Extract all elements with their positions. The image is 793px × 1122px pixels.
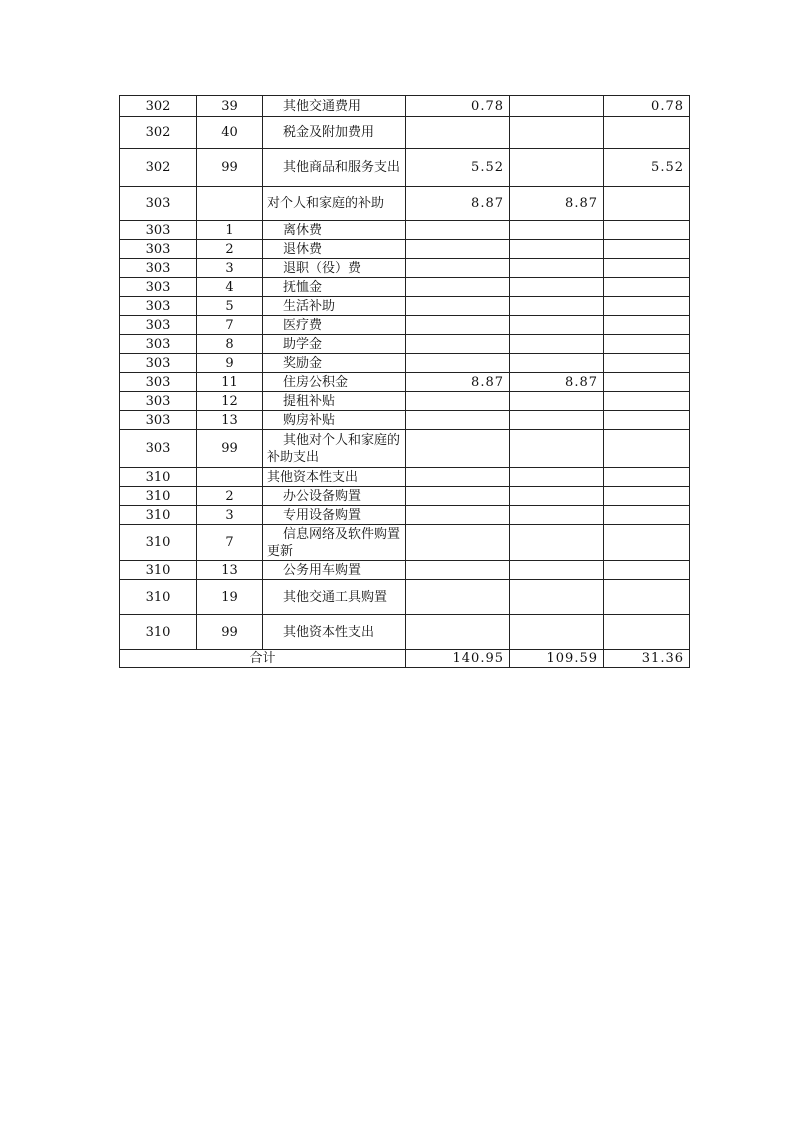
table-row: [120, 259, 690, 278]
basic-amount-cell: [510, 487, 604, 506]
total-amount-cell: [406, 316, 510, 335]
total-amount-cell: [406, 297, 510, 316]
class-code-cell: 303: [120, 335, 197, 354]
item-code-cell: 7: [197, 525, 263, 561]
table-row: [120, 411, 690, 430]
grand-project-cell: 31.36: [604, 650, 690, 668]
total-amount-cell: 0.78: [406, 96, 510, 117]
project-amount-cell: [604, 525, 690, 561]
class-code-cell: 303: [120, 373, 197, 392]
expense-name-cell: 奖励金: [263, 354, 406, 373]
table-row: [120, 96, 690, 117]
item-code-cell: 19: [197, 580, 263, 615]
expense-name-cell: 公务用车购置: [263, 561, 406, 580]
class-code-cell: 310: [120, 525, 197, 561]
project-amount-cell: [604, 392, 690, 411]
item-code-cell: 13: [197, 561, 263, 580]
class-code-cell: 303: [120, 187, 197, 221]
expense-name-cell: 专用设备购置: [263, 506, 406, 525]
basic-amount-cell: [510, 117, 604, 149]
expense-name-cell: 办公设备购置: [263, 487, 406, 506]
basic-amount-cell: [510, 525, 604, 561]
basic-amount-cell: [510, 335, 604, 354]
project-amount-cell: [604, 316, 690, 335]
class-code-cell: 310: [120, 506, 197, 525]
expense-name-cell: 其他交通费用: [263, 96, 406, 117]
table-row: [120, 187, 690, 221]
budget-expenditure-table: [119, 95, 690, 668]
project-amount-cell: [604, 297, 690, 316]
project-amount-cell: [604, 373, 690, 392]
total-amount-cell: [406, 430, 510, 468]
table-row: [120, 240, 690, 259]
class-code-cell: 303: [120, 411, 197, 430]
total-amount-cell: [406, 335, 510, 354]
basic-amount-cell: [510, 354, 604, 373]
table-row: [120, 117, 690, 149]
project-amount-cell: [604, 411, 690, 430]
class-code-cell: 303: [120, 430, 197, 468]
table-row: [120, 392, 690, 411]
project-amount-cell: 0.78: [604, 96, 690, 117]
basic-amount-cell: [510, 259, 604, 278]
table-row: [120, 468, 690, 487]
project-amount-cell: [604, 580, 690, 615]
total-amount-cell: [406, 392, 510, 411]
item-code-cell: 7: [197, 316, 263, 335]
expense-name-cell: 税金及附加费用: [263, 117, 406, 149]
basic-amount-cell: [510, 149, 604, 187]
expense-name-cell: 其他商品和服务支出: [263, 149, 406, 187]
class-code-cell: 303: [120, 278, 197, 297]
expense-name-cell: 购房补贴: [263, 411, 406, 430]
total-amount-cell: [406, 354, 510, 373]
class-code-cell: 302: [120, 96, 197, 117]
table-row: [120, 373, 690, 392]
item-code-cell: [197, 187, 263, 221]
item-code-cell: 4: [197, 278, 263, 297]
item-code-cell: 11: [197, 373, 263, 392]
table-row: [120, 316, 690, 335]
basic-amount-cell: [510, 278, 604, 297]
expense-name-cell: 其他资本性支出: [263, 468, 406, 487]
table-row: [120, 149, 690, 187]
total-row: [120, 650, 690, 668]
class-code-cell: 302: [120, 117, 197, 149]
total-amount-cell: [406, 561, 510, 580]
item-code-cell: 3: [197, 259, 263, 278]
basic-amount-cell: [510, 580, 604, 615]
class-code-cell: 310: [120, 580, 197, 615]
total-amount-cell: [406, 580, 510, 615]
item-code-cell: 99: [197, 149, 263, 187]
table-row: [120, 506, 690, 525]
total-amount-cell: [406, 221, 510, 240]
basic-amount-cell: [510, 411, 604, 430]
basic-amount-cell: [510, 297, 604, 316]
total-label-cell: 合计: [120, 650, 406, 668]
expense-name-cell: 抚恤金: [263, 278, 406, 297]
expense-name-cell: 离休费: [263, 221, 406, 240]
basic-amount-cell: [510, 561, 604, 580]
table-row: [120, 297, 690, 316]
total-amount-cell: [406, 117, 510, 149]
class-code-cell: 310: [120, 561, 197, 580]
table-row: [120, 221, 690, 240]
table-row: [120, 615, 690, 650]
item-code-cell: 99: [197, 430, 263, 468]
total-amount-cell: 8.87: [406, 373, 510, 392]
project-amount-cell: [604, 561, 690, 580]
total-amount-cell: [406, 506, 510, 525]
expense-name-cell: 对个人和家庭的补助: [263, 187, 406, 221]
basic-amount-cell: [510, 221, 604, 240]
item-code-cell: 13: [197, 411, 263, 430]
basic-amount-cell: [510, 316, 604, 335]
project-amount-cell: [604, 221, 690, 240]
basic-amount-cell: [510, 240, 604, 259]
class-code-cell: 303: [120, 221, 197, 240]
item-code-cell: 2: [197, 487, 263, 506]
project-amount-cell: [604, 278, 690, 297]
total-amount-cell: 8.87: [406, 187, 510, 221]
class-code-cell: 302: [120, 149, 197, 187]
basic-amount-cell: [510, 430, 604, 468]
project-amount-cell: [604, 187, 690, 221]
table-row: [120, 430, 690, 468]
table-row: [120, 487, 690, 506]
expense-name-cell: 医疗费: [263, 316, 406, 335]
grand-basic-cell: 109.59: [510, 650, 604, 668]
expense-name-cell: 住房公积金: [263, 373, 406, 392]
basic-amount-cell: 8.87: [510, 187, 604, 221]
class-code-cell: 303: [120, 259, 197, 278]
expense-name-cell: 助学金: [263, 335, 406, 354]
table-row: [120, 525, 690, 561]
project-amount-cell: [604, 468, 690, 487]
total-amount-cell: [406, 240, 510, 259]
total-amount-cell: [406, 615, 510, 650]
project-amount-cell: [604, 335, 690, 354]
table-row: [120, 354, 690, 373]
item-code-cell: 9: [197, 354, 263, 373]
class-code-cell: 303: [120, 392, 197, 411]
project-amount-cell: [604, 240, 690, 259]
item-code-cell: [197, 468, 263, 487]
basic-amount-cell: [510, 506, 604, 525]
class-code-cell: 303: [120, 240, 197, 259]
project-amount-cell: [604, 506, 690, 525]
expense-name-cell: 退休费: [263, 240, 406, 259]
expense-name-cell: 提租补贴: [263, 392, 406, 411]
expense-name-cell: 信息网络及软件购置更新: [263, 525, 406, 561]
table-row: [120, 278, 690, 297]
total-amount-cell: [406, 525, 510, 561]
class-code-cell: 303: [120, 297, 197, 316]
project-amount-cell: [604, 117, 690, 149]
total-amount-cell: [406, 259, 510, 278]
table-row: [120, 335, 690, 354]
item-code-cell: 99: [197, 615, 263, 650]
class-code-cell: 303: [120, 316, 197, 335]
class-code-cell: 310: [120, 615, 197, 650]
expense-name-cell: 生活补助: [263, 297, 406, 316]
total-amount-cell: [406, 487, 510, 506]
class-code-cell: 310: [120, 468, 197, 487]
basic-amount-cell: 8.87: [510, 373, 604, 392]
item-code-cell: 2: [197, 240, 263, 259]
project-amount-cell: 5.52: [604, 149, 690, 187]
expense-name-cell: 退职（役）费: [263, 259, 406, 278]
basic-amount-cell: [510, 615, 604, 650]
basic-amount-cell: [510, 96, 604, 117]
total-amount-cell: [406, 411, 510, 430]
project-amount-cell: [604, 430, 690, 468]
item-code-cell: 3: [197, 506, 263, 525]
total-amount-cell: [406, 278, 510, 297]
item-code-cell: 39: [197, 96, 263, 117]
item-code-cell: 1: [197, 221, 263, 240]
project-amount-cell: [604, 354, 690, 373]
item-code-cell: 8: [197, 335, 263, 354]
project-amount-cell: [604, 487, 690, 506]
item-code-cell: 5: [197, 297, 263, 316]
item-code-cell: 12: [197, 392, 263, 411]
table-row: [120, 561, 690, 580]
item-code-cell: 40: [197, 117, 263, 149]
total-amount-cell: 5.52: [406, 149, 510, 187]
expense-name-cell: 其他对个人和家庭的补助支出: [263, 430, 406, 468]
basic-amount-cell: [510, 392, 604, 411]
grand-total-cell: 140.95: [406, 650, 510, 668]
expense-name-cell: 其他资本性支出: [263, 615, 406, 650]
project-amount-cell: [604, 615, 690, 650]
basic-amount-cell: [510, 468, 604, 487]
total-amount-cell: [406, 468, 510, 487]
table-row: [120, 580, 690, 615]
class-code-cell: 303: [120, 354, 197, 373]
project-amount-cell: [604, 259, 690, 278]
expense-name-cell: 其他交通工具购置: [263, 580, 406, 615]
class-code-cell: 310: [120, 487, 197, 506]
